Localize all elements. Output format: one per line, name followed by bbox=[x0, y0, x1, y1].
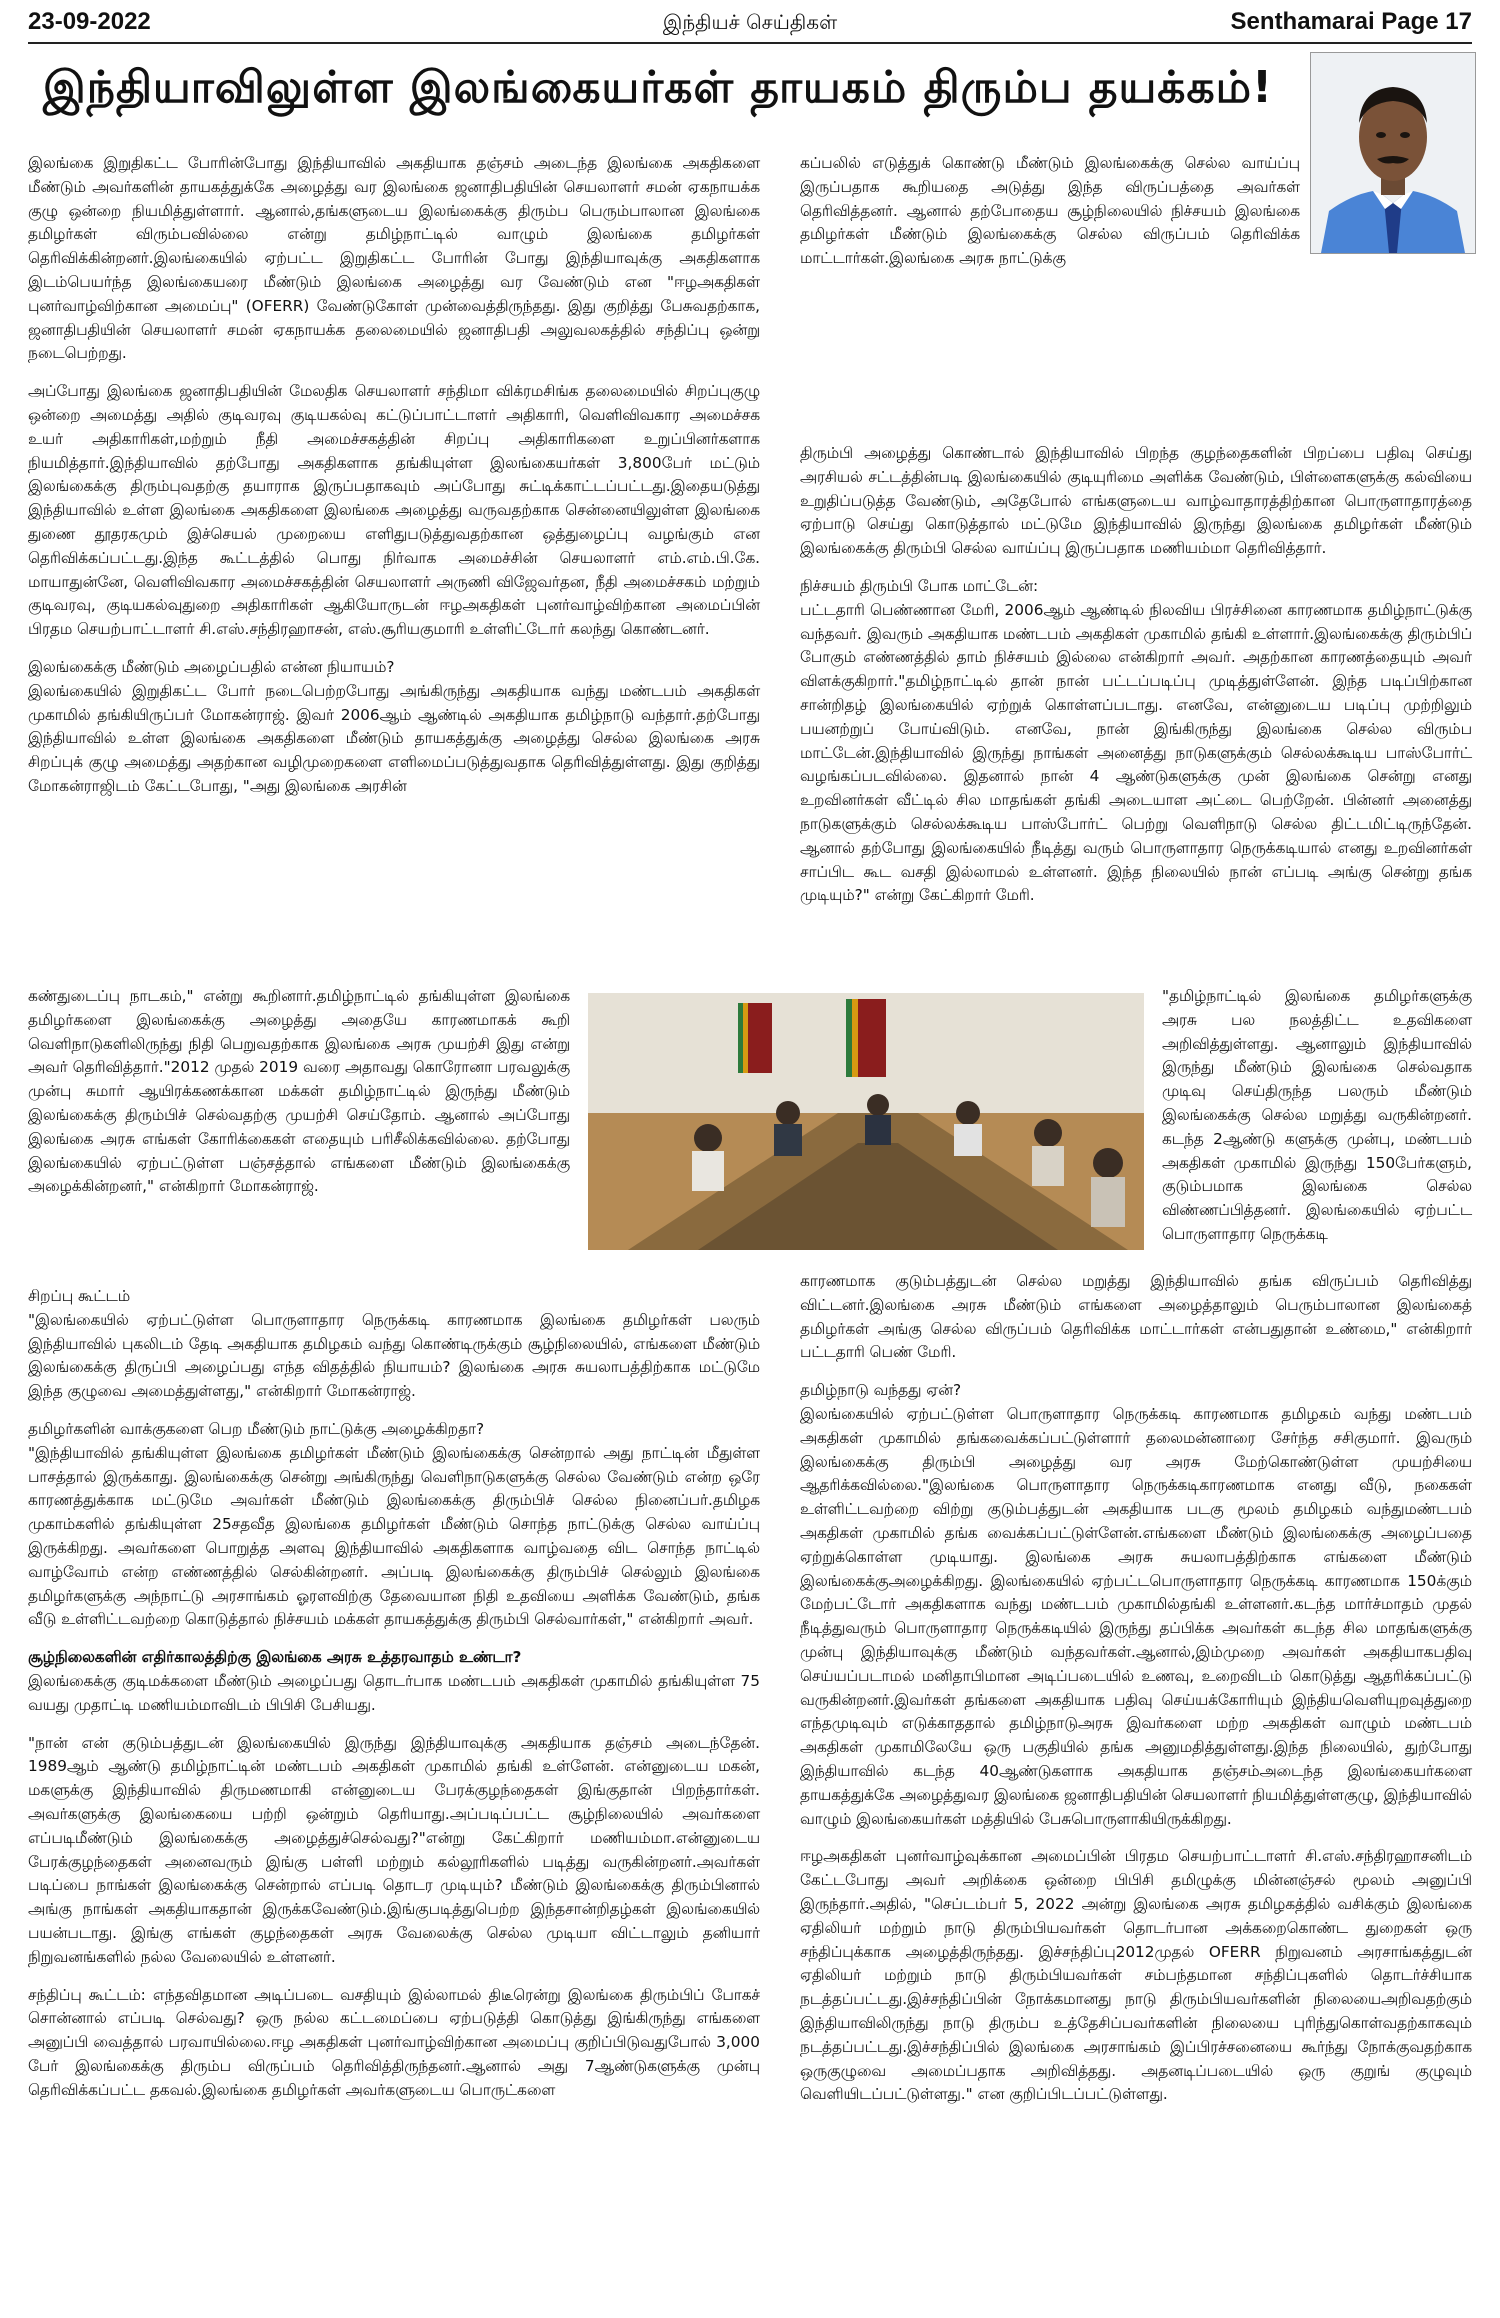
subheading: இலங்கைக்கு மீண்டும் அழைப்பதில் என்ன நியாயம்? bbox=[28, 657, 395, 676]
article-column-left-bottom bbox=[28, 1285, 760, 2117]
headline: இந்தியாவிலுள்ள இலங்கையர்கள் தாயகம் திரும்ப தயக்கம்! bbox=[42, 62, 1274, 113]
subheading: சூழ்நிலைகளின் எதிர்காலத்திற்கு இலங்கை அரசு உத்தரவாதம் உண்டா? bbox=[28, 1648, 522, 1667]
article-column-right-top bbox=[800, 152, 1300, 285]
subheading: நிச்சயம் திரும்பி போக மாட்டேன்: bbox=[800, 576, 1039, 595]
paragraph: இலங்கை இறுதிகட்ட போரின்போது இந்தியாவில் அகதியாக தஞ்சம் அடைந்த இலங்கை அகதிகளை மீண்டும் அவர்களின் தாயகத்துக்கே அழைத்து வர இலங்கை ஜனாதிபதியின் செயலாளர் சமன் ஏகநாயக்க குழு ஒன்றை நியமித்துள்ளார். ஆனால்,தங்களுடைய இலங்கைக்கு திரும்ப பெரும்பாலான இலங்கை தமிழர்கள் விரும்பவில்லை என்று தமிழ்நாட்டில் வாழும் இலங்கை தமிழர்கள் தெரிவிக்கின்றனர்.இலங்கையில் ஏற்பட்ட இறுதிகட்ட போரின் போது இந்தியாவுக்கு அகதிகளாக இடம்பெயர்ந்த இலங்கையரை மீண்டும் இலங்கை அழைத்து வர வேண்டும் என "ஈழஅகதிகள் புனர்வாழ்விற்கான அமைப்பு" (OFERR) வேண்டுகோள் முன்வைத்திருந்தது. இது குறித்து பேசுவதற்காக, ஜனாதிபதியின் செயலாளர் சமன் ஏகநாயக்க தலைமையில் ஜனாதிபதி அலுவலகத்தில் சந்திப்பு ஒன்று நடைபெற்றது. bbox=[28, 154, 760, 363]
article-column-right-upper bbox=[800, 442, 1472, 922]
paragraph: "நான் என் குடும்பத்துடன் இலங்கையில் இருந்து இந்தியாவுக்கு அகதியாக தஞ்சம் அடைந்தேன். 1989ஆம் ஆண்டு தமிழ்நாட்டின் மண்டபம் அகதிகள் முகாமில் தங்கி உள்ளேன். என்னுடைய மகன், மகளுக்கு இந்தியாவில் திருமணமாகி என்னுடைய பேரக்குழந்தைகள் இங்குதான் பிறந்தார்கள். அவர்களுக்கு இலங்கையை பற்றி ஒன்றும் தெரியாது.அப்படிப்பட்ட சூழ்நிலையில் அவர்களை எப்படிமீண்டும் இலங்கைக்கு அழைத்துச்செல்வது?"என்று கேட்கிறார் மணியம்மா.என்னுடைய பேரக்குழந்தைகள் அனைவரும் இங்கு பள்ளி மற்றும் கல்லூரிகளில் படித்து வருகின்றனர்.அவர்கள் படிப்பை நாங்கள் இலங்கைக்கு சென்றால் எப்படி தொடர முடியும்? மீண்டும் இலங்கைக்கு திரும்பினால் அங்கு நாங்கள் அகதியாகதான் இருக்கவேண்டும்.இங்குபடித்துபெற்ற இந்தசான்றிதழ்கள் இலங்கையில் பயன்படாது. இங்கு எங்கள் குழந்தைகள் அரசு வேலைக்கு செல்ல முடியா விட்டாலும் தனியார் நிறுவனங்களில் நல்ல வேலையில் உள்ளனர். bbox=[28, 1733, 760, 1966]
issue-date: 23-09-2022 bbox=[28, 8, 151, 35]
subheading: தமிழர்களின் வாக்குகளை பெற மீண்டும் நாட்டுக்கு அழைக்கிறதா? bbox=[28, 1419, 485, 1438]
paragraph: பட்டதாரி பெண்ணான மேரி, 2006ஆம் ஆண்டில் நிலவிய பிரச்சினை காரணமாக தமிழ்நாட்டுக்கு வந்தவர். இவரும் அகதியாக மண்டபம் அகதிகள் முகாமில் தங்கி உள்ளார்.இலங்கைக்கு திரும்பிப் போகும் எண்ணத்தில் தாம் நிச்சயம் இல்லை என்கிறார் அவர். அதற்கான காரணத்தையும் அவர் விளக்குகிறார்."தமிழ்நாட்டில் தான் நான் பட்டப்படிப்பு முடித்துள்ளேன். இந்த படிப்பிற்கான சான்றிதழ் இலங்கையில் ஏற்றுக் கொள்ளப்படாது. எனவே, என்னுடைய படிப்பு முற்றிலும் பயனற்றுப் போய்விடும். எனவே, நான் இங்கிருந்து இலங்கை செல்ல விரும்ப மாட்டேன்.இந்தியாவில் இருந்து நாங்கள் அனைத்து நாடுகளுக்கும் செல்லக்கூடிய பாஸ்போர்ட் வழங்கப்படவில்லை. இதனால் நான் 4 ஆண்டுகளுக்கு முன் இலங்கை சென்று எனது உறவினர்கள் வீட்டில் சில மாதங்கள் தங்கி அடையாள அட்டை பெற்றேன். பின்னர் அனைத்து நாடுகளுக்கும் செல்லக்கூடிய பாஸ்போர்ட் பெற்று வெளிநாடு செல்ல திட்டமிட்டிருந்தேன். ஆனால் தற்போது இலங்கையில் நீடித்து வரும் பொருளாதார நெருக்கடியால் எனது உறவினர்கள் சாப்பிட கூட வசதி இல்லாமல் உள்ளனர். இந்த நிலையில் நான் எப்படி அங்கு சென்று தங்க முடியும்?" என்று கேட்கிறார் மேரி. bbox=[800, 600, 1472, 905]
portrait-photo bbox=[1310, 52, 1476, 254]
paragraph: திரும்பி அழைத்து கொண்டால் இந்தியாவில் பிறந்த குழந்தைகளின் பிறப்பை பதிவு செய்து அரசியல் சட்டத்தின்படி இலங்கையில் குடியுரிமை அளிக்க வேண்டும், பிள்ளைகளுக்கு கல்வியை உறுதிப்படுத்த வேண்டும், அதேபோல் எங்களுடைய வாழ்வாதாரத்திற்கான பொருளாதாரத்தை ஏற்பாடு செய்து கொடுத்தால் மட்டுமே இந்தியாவில் இருந்து இலங்கை தமிழர்கள் மீண்டும் இலங்கைக்கு திரும்பி செல்ல வாய்ப்பு இருப்பதாக மணியம்மா தெரிவித்தார். bbox=[800, 444, 1472, 558]
paragraph: "இலங்கையில் ஏற்பட்டுள்ள பொருளாதார நெருக்கடி காரணமாக இலங்கை தமிழர்கள் பலரும் இந்தியாவில் புகலிடம் தேடி அகதியாக தமிழகம் வந்து கொண்டிருக்கும் சூழ்நிலையில், எங்களை மீண்டும் இலங்கைக்கு திருப்பி அழைப்பது எந்த விதத்தில் நியாயம்? இலங்கை அரசு சுயலாபத்திற்காக மட்டுமே இந்த குழுவை அமைத்துள்ளது," என்கிறார் மோகன்ராஜ். bbox=[28, 1310, 760, 1401]
page-header bbox=[28, 6, 1472, 44]
subheading: தமிழ்நாடு வந்தது ஏன்? bbox=[800, 1381, 962, 1400]
paragraph: ஈழஅகதிகள் புனர்வாழ்வுக்கான அமைப்பின் பிரதம செயற்பாட்டாளர் சி.எஸ்.சந்திரஹாசனிடம் கேட்டபோது அவர் அறிக்கை ஒன்றை பிபிசி தமிழுக்கு மின்னஞ்சல் மூலம் அனுப்பி இருந்தார்.அதில், "செப்டம்பர் 5, 2022 அன்று இலங்கை அரசு தமிழகத்தில் வசிக்கும் இலங்கை ஏதிலியர் மற்றும் நாடு திரும்பியவர்கள் தொடர்பான அக்கறைகொண்ட துறைகள் ஒரு சந்திப்புக்காக அழைத்திருந்தது. இச்சந்திப்பு2012முதல் OFERR நிறுவனம் அரசாங்கத்துடன் ஏதிலியர் மற்றும் நாடு திரும்பியவர்கள் சம்பந்தமான சந்திப்புகளில் தொடர்ச்சியாக நடத்தப்பட்டது.இச்சந்திப்பின் நோக்கமானது நாடு திரும்பியவர்களின் நிலையைஅறிவதற்கும் இந்தியாவிலிருந்து நாடு திரும்ப உத்தேசிப்பவர்களின் நிலையை புரிந்துகொள்வதற்காகவும் நடத்தப்பட்டது.இச்சந்திப்பில் இலங்கை அரசாங்கம் இப்பிரச்சனையை கூர்ந்து நோக்குவதற்காக ஒருகுழுவை அமைப்பதாக அறிவித்தது. அதனடிப்படையில் ஒரு குறுங் குழுவும் வெளியிடப்பட்டுள்ளது." என குறிப்பிடப்பட்டுள்ளது. bbox=[800, 1847, 1472, 2104]
meeting-photo bbox=[588, 993, 1144, 1250]
photo-wrap-text-right: "தமிழ்நாட்டில் இலங்கை தமிழர்களுக்கு அரசு பல நலத்திட்ட உதவிகளை அறிவித்துள்ளது. ஆனாலும் இந்தியாவில் இருந்து மீண்டும் இலங்கை செல்வதாக முடிவு செய்திருந்த பலரும் மீண்டும் இலங்கைக்கு செல்ல மறுத்து வருகின்றனர். கடந்த 2ஆண்டு களுக்கு முன்பு, மண்டபம் அகதிகள் முகாமில் இருந்து 150பேர்களும், குடும்பமாக இலங்கை செல்ல விண்ணப்பித்தனர். இலங்கையில் ஏற்பட்ட பொருளாதார நெருக்கடி bbox=[1162, 987, 1472, 1243]
paragraph: சந்திப்பு கூட்டம்: எந்தவிதமான அடிப்படை வசதியும் இல்லாமல் திடீரென்று இலங்கை திரும்பிப் போகச் சொன்னால் எப்படி செல்வது? ஒரு நல்ல கட்டமைப்பை ஏற்படுத்தி கொடுத்து இங்கிருந்து எங்களை அனுப்பி வைத்தால் பரவாயில்லை.ஈழ அகதிகள் புனர்வாழ்விற்கான அமைப்பு குறிப்பிடுவதுபோல் 3,000 பேர் இலங்கைக்கு திரும்ப விருப்பம் தெரிவித்திருந்தனர்.ஆனால் அது 7ஆண்டுகளுக்கு முன்பு தெரிவிக்கப்பட்ட தகவல்.இலங்கை தமிழர்கள் அவர்களுடைய பொருட்களை bbox=[28, 1985, 760, 2099]
paragraph: இலங்கையில் இறுதிகட்ட போர் நடைபெற்றபோது அங்கிருந்து அகதியாக வந்து மண்டபம் அகதிகள் முகாமில் தங்கியிருப்பர் மோகன்ராஜ். இவர் 2006ஆம் ஆண்டில் அகதியாக தமிழ்நாடு வந்தார்.தற்போது இந்தியாவில் உள்ள இலங்கை அகதிகளை மீண்டும் தாயகத்துக்கு அழைத்து செல்ல இலங்கை அரசு சிறப்புக் குழு அமைத்து அதற்கான வழிமுறைகளை எளிமைப்படுத்துவதாக தெரிவித்துள்ளது. இது குறித்து மோகன்ராஜிடம் கேட்டபோது, "அது இலங்கை அரசின் bbox=[28, 681, 760, 795]
paragraph: இலங்கையில் ஏற்பட்டுள்ள பொருளாதார நெருக்கடி காரணமாக தமிழகம் வந்து மண்டபம் அகதிகள் முகாமில் தங்கவைக்கப்பட்டுள்ளார் தலைமன்னாரை சேர்ந்த சசிகுமார். இவரும் இலங்கைக்கு திரும்பி அழைத்து வர அரசு மேற்கொண்டுள்ள முயற்சியை ஆதரிக்கவில்லை."இலங்கை பொருளாதார நெருக்கடிகாரணமாக எனது வீடு, நகைகள் உள்ளிட்டவற்றை விற்று குடும்பத்துடன் அகதியாக படகு மூலம் தமிழகம் வந்துமண்டபம் அகதிகள் முகாமில் தங்க வைக்கப்பட்டுள்ளேன்.எங்களை மீண்டும் இலங்கைக்கு அழைப்பதை ஏற்றுக்கொள்ள முடியாது. இலங்கை அரசு சுயலாபத்திற்காக எங்களை மீண்டும் இலங்கைக்குஅழைக்கிறது. இலங்கையில் ஏற்பட்டபொருளாதார நெருக்கடி காரணமாக 150க்கும் மேற்பட்டோர் அகதிகளாக வந்து மண்டபம் முகாமில்தங்கி உள்ளனர்.கடந்த மார்ச்மாதம் முதல் நீடித்துவரும் பொருளாதார நெருக்கடியில் இருந்து தப்பிக்க அவர்கள் கடந்த சில மாதங்களுக்கு முன்பு இந்தியாவுக்கு மீண்டும் வந்தவர்கள்.ஆனால்,இம்முறை அவர்கள் அகதியாகபதிவு செய்யப்படாமல் மனிதாபிமான அடிப்படையில் உணவு, உறைவிடம் கொடுத்து ஆதரிக்கப்பட்டு வருகின்றனர்.இவர்கள் தங்களை அகதியாக பதிவு செய்யக்கோரியும் இந்தியவெளியுறவுத்துறை எந்தமுடிவும் எடுக்காததால் தமிழ்நாடுஅரசு இவர்களை மற்ற அகதிகள் வாழும் மண்டபம் அகதிகள் முகாமிலேயே ஒரு பகுதியில் தங்க அனுமதித்துள்ளது.இந்த நிலையில், துற்போது இந்தியாவில் கடந்த 40ஆண்டுகளாக அகதியாக தஞ்சம்அடைந்த இலங்கையர்களை தாயகத்துக்கே அழைத்துவர இலங்கை ஜனாதிபதியின் செயலாளர் நியமித்துள்ளகுழு, இந்தியாவில் வாழும் இலங்கையர்கள் மத்தியில் பேசுபொருளாகியிருக்கிறது. bbox=[800, 1404, 1472, 1828]
paragraph: "இந்தியாவில் தங்கியுள்ள இலங்கை தமிழர்கள் மீண்டும் இலங்கைக்கு சென்றால் அது நாட்டின் மீதுள்ள பாசத்தால் இருக்காது. இலங்கைக்கு சென்று அங்கிருந்து வெளிநாடுகளுக்கு செல்ல வேண்டும் என்ற ஒரே காரணத்துக்காக மட்டுமே அவர்கள் மீண்டும் இலங்கைக்கு திரும்பிச் செல்ல நினைப்பர்.தமிழக முகாம்களில் தங்கியுள்ள 25சதவீத இலங்கை தமிழர்கள் மீண்டும் சொந்த நாட்டுக்கு செல்ல வாய்ப்பு இருக்கிறது. அவர்களை பொறுத்த அளவு இந்தியாவில் அகதிகளாக வாழ்வதை விட சொந்த நாட்டில் வாழ்வோம் என்ற எண்ணத்தில் செல்கின்றனர். அப்படி இலங்கைக்கு திரும்பிச் செல்லும் இலங்கை தமிழர்களுக்கு அந்நாட்டு அரசாங்கம் ஓரளவிற்கு தேவையான நிதி உதவியை அளிக்க வேண்டும், தங்க வீடு உள்ளிட்டவற்றை கொடுத்தால் நிச்சயம் மக்கள் தாயகத்துக்கு திரும்பி செல்வார்கள்," என்கிறார் அவர். bbox=[28, 1443, 760, 1629]
article-column-left-top bbox=[28, 152, 760, 813]
paragraph: இலங்கைக்கு குடிமக்களை மீண்டும் அழைப்பது தொடர்பாக மண்டபம் அகதிகள் முகாமில் தங்கியுள்ள 75 வயது முதாட்டி மணியம்மாவிடம் பிபிசி பேசியது. bbox=[28, 1671, 760, 1714]
subheading: சிறப்பு கூட்டம் bbox=[28, 1287, 131, 1305]
meeting-room-icon bbox=[588, 993, 1144, 1250]
paragraph: அப்போது இலங்கை ஜனாதிபதியின் மேலதிக செயலாளர் சந்திமா விக்ரமசிங்க தலைமையில் சிறப்புகுழு ஒன்றை அமைத்து அதில் குடிவரவு குடியகல்வு கட்டுப்பாட்டாளர் அதிகாரி, வெளிவிவகார அமைச்சக உயர் அதிகாரிகள்,மற்றும் நீதி அமைச்சகத்தின் சிறப்பு அதிகாரிகளை உறுப்பினர்களாக நியமித்தார்.இந்தியாவில் தற்போது அகதிகளாக தங்கியுள்ள இலங்கையர்கள் 3,800பேர் மட்டும் இலங்கைக்கு திரும்புவதற்கு தயாராக இருப்பதாகவும் அப்போது சுட்டிக்காட்டப்பட்டது.இதையடுத்து இந்தியாவில் உள்ள இலங்கை அகதிகளை இலங்கை அழைத்து வருவதற்காக சென்னையிலுள்ள இலங்கை துணை தூதரகமும் இச்செயல் முறையை எளிதுபடுத்துவதற்கான ஒத்துழைப்பு வழங்கும் என தெரிவிக்கப்பட்டது.இந்த கூட்டத்தில் பொது நிர்வாக அமைச்சின் செயலாளர் எம்.எம்.பி.கே. மாயாதுன்னே, வெளிவிவகார அமைச்சகத்தின் செயலாளர் அருணி விஜேவர்தன, நீதி அமைச்சகம் மற்றும் குடிவரவு, குடியகல்வுதுறை அதிகாரிகள் ஆகியோருடன் ஈழஅகதிகள் புனர்வாழ்விற்கான அமைப்பின் பிரதம செயற்பாட்டாளர் சி.எஸ்.சந்திரஹாசன், எஸ்.சூரியகுமாரி உள்ளிட்டோர் கலந்து கொண்டனர். bbox=[28, 382, 760, 639]
paper-name-page: Senthamarai Page 17 bbox=[1230, 8, 1472, 35]
photo-wrap-text-left: கண்துடைப்பு நாடகம்," என்று கூறினார்.தமிழ்நாட்டில் தங்கியுள்ள இலங்கை தமிழர்களை இலங்கைக்கு அழைத்து அதையே காரணமாகக் கூறி வெளிநாடுகளிலிருந்து நிதி பெறுவதற்காக இலங்கை அரசு முயற்சி இது என்று அவர் தெரிவித்தார்."2012 முதல் 2019 வரை அதாவது கொரோனா பரவலுக்கு முன்பு சுமார் ஆயிரக்கணக்கான மக்கள் தமிழ்நாட்டில் இருந்து மீண்டும் இலங்கைக்கு திரும்பிச் செல்வதற்கு முயற்சி செய்தோம். ஆனால் அப்போது இலங்கை அரசு எங்கள் கோரிக்கைகள் எதையும் பரிசீலிக்கவில்லை. தற்போது இலங்கையில் ஏற்பட்டுள்ள பஞ்சத்தால் எங்களை மீண்டும் இலங்கைக்கு அழைக்கின்றனர்," என்கிறார் மோகன்ராஜ். bbox=[28, 987, 570, 1196]
section-title: இந்தியச் செய்திகள் bbox=[662, 10, 838, 34]
article-column-right-bottom bbox=[800, 1270, 1472, 2121]
paragraph: கப்பலில் எடுத்துக் கொண்டு மீண்டும் இலங்கைக்கு செல்ல வாய்ப்பு இருப்பதாக கூறியதை அடுத்து இந்த விருப்பத்தை அவர்கள் தெரிவித்தனர். ஆனால் தற்போதைய சூழ்நிலையில் நிச்சயம் இலங்கை தமிழர்கள் மீண்டும் இலங்கைக்கு செல்ல விருப்பம் தெரிவிக்க மாட்டார்கள்.இலங்கை அரசு நாட்டுக்கு bbox=[800, 154, 1300, 268]
paragraph: காரணமாக குடும்பத்துடன் செல்ல மறுத்து இந்தியாவில் தங்க விருப்பம் தெரிவித்து விட்டனர்.இலங்கை அரசு மீண்டும் எங்களை அழைத்தாலும் பெரும்பாலான இலங்கைத் தமிழர்கள் அங்கு செல்ல விருப்பம் தெரிவிக்க மாட்டார்கள் என்பதுதான் உண்மை," என்கிறார் பட்டதாரி பெண் மேரி. bbox=[800, 1272, 1472, 1362]
man-portrait-icon bbox=[1311, 53, 1475, 253]
